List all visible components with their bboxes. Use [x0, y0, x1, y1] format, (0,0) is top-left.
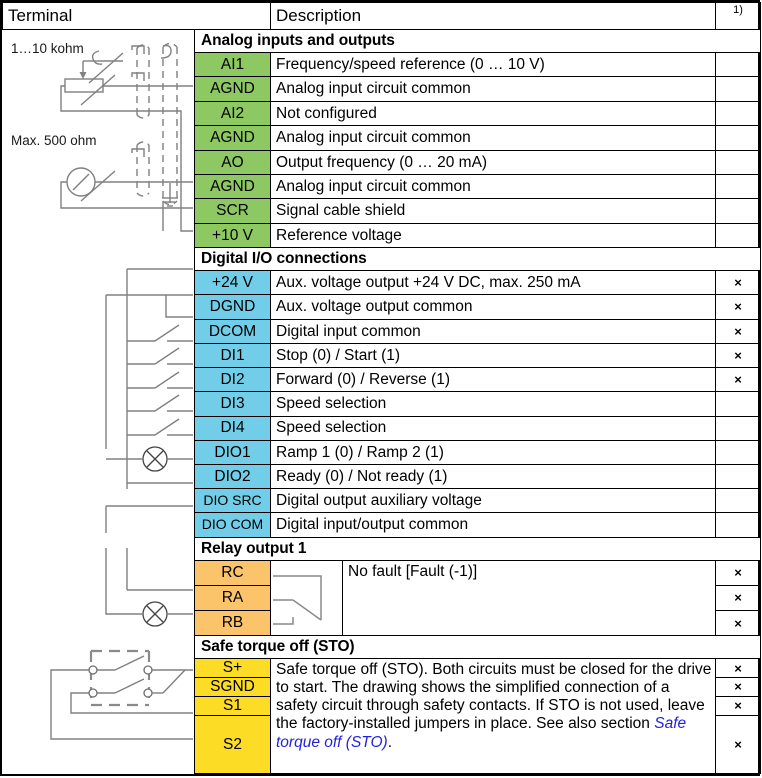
- flag-s-plus: ×: [716, 659, 761, 678]
- flag-agnd-3: [716, 174, 761, 198]
- terminal-rb[interactable]: RB: [195, 610, 271, 635]
- flag-s2: ×: [716, 716, 761, 774]
- flag-dcom: ×: [716, 319, 761, 343]
- description-dgnd: Aux. voltage output common: [271, 295, 716, 319]
- column-header-footnote-marker: 1): [716, 3, 761, 30]
- sto-description-body: Safe torque off (STO). Both circuits must be closed for the drive to start. The drawing shows the simplified connection of a safety circuit through safety contacts. If STO is not used, leave the factory-installed jumpers in place. See also section: [276, 661, 712, 733]
- sto-section-title-row: [3, 636, 761, 659]
- flag-dio1: [716, 440, 761, 464]
- flag-di3: [716, 392, 761, 416]
- flag-dio-src: [716, 489, 761, 513]
- terminal-dio2[interactable]: DIO2: [195, 465, 271, 489]
- terminal-di2[interactable]: DI2: [195, 368, 271, 392]
- digital-io-wiring-diagram: [3, 248, 195, 538]
- terminal-agnd-1[interactable]: AGND: [195, 77, 271, 101]
- terminal-dgnd[interactable]: DGND: [195, 295, 271, 319]
- flag-ai1: [716, 53, 761, 77]
- relay-section-title-row: [3, 537, 761, 560]
- terminal-plus24v[interactable]: +24 V: [195, 271, 271, 295]
- terminal-ai2[interactable]: AI2: [195, 101, 271, 125]
- terminal-dio1[interactable]: DIO1: [195, 440, 271, 464]
- terminal-rc[interactable]: RC: [195, 560, 271, 585]
- terminal-ai1[interactable]: AI1: [195, 53, 271, 77]
- terminal-s1[interactable]: S1: [195, 696, 271, 715]
- terminal-ra[interactable]: RA: [195, 585, 271, 610]
- flag-dio2: [716, 465, 761, 489]
- relay-diagram-svg: [3, 538, 193, 634]
- flag-agnd-1: [716, 77, 761, 101]
- column-header-description: Description: [271, 3, 716, 30]
- flag-dgnd: ×: [716, 295, 761, 319]
- flag-ai2: [716, 101, 761, 125]
- terminal-agnd-2[interactable]: AGND: [195, 126, 271, 150]
- sto-wiring-diagram: [3, 636, 195, 774]
- terminal-agnd-3[interactable]: AGND: [195, 174, 271, 198]
- terminal-dio-src[interactable]: DIO SRC: [195, 489, 271, 513]
- description-agnd-1: Analog input circuit common: [271, 77, 716, 101]
- table-header-row: [3, 3, 761, 30]
- flag-dio-com: [716, 513, 761, 537]
- description-ai2: Not configured: [271, 101, 716, 125]
- terminal-dcom[interactable]: DCOM: [195, 319, 271, 343]
- description-agnd-2: Analog input circuit common: [271, 126, 716, 150]
- description-plus10v: Reference voltage: [271, 223, 716, 247]
- terminal-ao[interactable]: AO: [195, 150, 271, 174]
- analog-diagram-svg: [3, 33, 193, 245]
- description-plus24v: Aux. voltage output +24 V DC, max. 250 mA: [271, 271, 716, 295]
- column-header-terminal: Terminal: [3, 3, 271, 30]
- terminal-s2[interactable]: S2: [195, 716, 271, 774]
- sto-section-crossref-link[interactable]: Safe torque off (STO): [276, 715, 687, 751]
- description-ai1: Frequency/speed reference (0 … 10 V): [271, 53, 716, 77]
- flag-di1: ×: [716, 343, 761, 367]
- description-di2: Forward (0) / Reverse (1): [271, 368, 716, 392]
- digital-diagram-svg: [3, 251, 193, 533]
- terminal-di1[interactable]: DI1: [195, 343, 271, 367]
- description-di3: Speed selection: [271, 392, 716, 416]
- flag-plus24v: ×: [716, 271, 761, 295]
- description-dio-com: Digital input/output common: [271, 513, 716, 537]
- section-title-relay: Relay output 1: [195, 537, 761, 560]
- flag-s1: ×: [716, 696, 761, 715]
- flag-agnd-2: [716, 126, 761, 150]
- flag-scr: [716, 199, 761, 223]
- description-dcom: Digital input common: [271, 319, 716, 343]
- potentiometer-label: 1…10 kohm: [10, 40, 84, 56]
- relay-contact-svg: [271, 562, 341, 634]
- description-agnd-3: Analog input circuit common: [271, 174, 716, 198]
- terminal-di3[interactable]: DI3: [195, 392, 271, 416]
- description-ao: Output frequency (0 … 20 mA): [271, 150, 716, 174]
- flag-ao: [716, 150, 761, 174]
- analog-section-title-row: [3, 30, 761, 53]
- flag-ra: ×: [716, 585, 761, 610]
- sto-diagram-svg: [3, 643, 193, 767]
- description-di1: Stop (0) / Start (1): [271, 343, 716, 367]
- description-sto-merged: [271, 659, 716, 774]
- sto-description-tail: .: [387, 733, 393, 751]
- relay-wiring-diagram: [3, 537, 195, 635]
- section-title-sto: Safe torque off (STO): [195, 636, 761, 659]
- relay-contact-symbol: [271, 560, 343, 635]
- description-scr: Signal cable shield: [271, 199, 716, 223]
- flag-sgnd: ×: [716, 677, 761, 696]
- terminal-scr[interactable]: SCR: [195, 199, 271, 223]
- section-title-digital: Digital I/O connections: [195, 248, 761, 271]
- description-di4: Speed selection: [271, 416, 716, 440]
- description-dio1: Ramp 1 (0) / Ramp 2 (1): [271, 440, 716, 464]
- terminal-di4[interactable]: DI4: [195, 416, 271, 440]
- flag-plus10v: [716, 223, 761, 247]
- analog-wiring-diagram: [3, 30, 195, 248]
- ammeter-label: Max. 500 ohm: [10, 132, 97, 148]
- terminal-plus10v[interactable]: +10 V: [195, 223, 271, 247]
- terminal-s-plus[interactable]: S+: [195, 659, 271, 678]
- flag-di2: ×: [716, 368, 761, 392]
- description-relay-merged: No fault [Fault (-1)]: [343, 560, 716, 635]
- terminal-sgnd[interactable]: SGND: [195, 677, 271, 696]
- flag-di4: [716, 416, 761, 440]
- flag-rc: ×: [716, 560, 761, 585]
- digital-section-title-row: [3, 248, 761, 271]
- description-dio2: Ready (0) / Not ready (1): [271, 465, 716, 489]
- section-title-analog: Analog inputs and outputs: [195, 30, 761, 53]
- terminal-dio-com[interactable]: DIO COM: [195, 513, 271, 537]
- description-dio-src: Digital output auxiliary voltage: [271, 489, 716, 513]
- flag-rb: ×: [716, 610, 761, 635]
